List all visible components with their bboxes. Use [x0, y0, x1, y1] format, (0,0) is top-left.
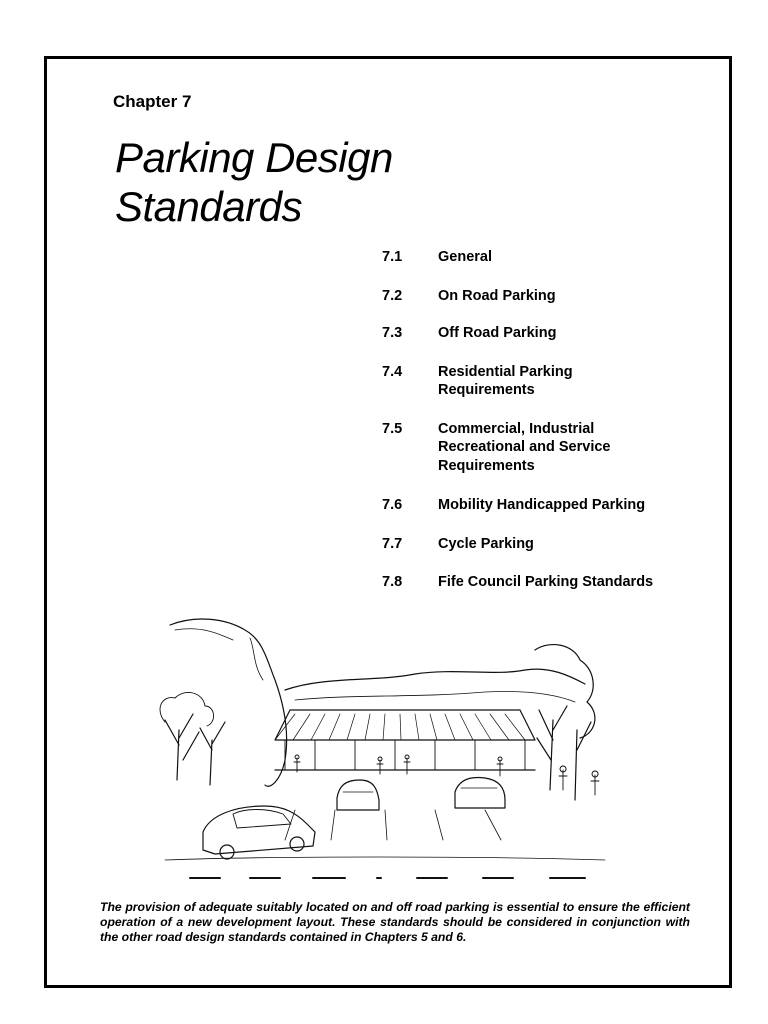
toc-title: Residential Parking Requirements: [438, 363, 573, 398]
toc-number: 7.7: [382, 535, 403, 552]
toc-number: 7.8: [382, 574, 403, 590]
caption-text: The provision of adequate suitably located on and off road parking is essential to ensure the efficient operation of a new development layout. These standards should be considered in conjunction with the other road design standards contained in Chapters 5 and 6.: [100, 900, 690, 944]
toc-title: Mobility Handicapped Parking: [438, 497, 646, 513]
toc-item: [382, 287, 702, 306]
toc-item: [382, 248, 702, 267]
toc-item: [382, 573, 702, 592]
toc-number: 7.5: [382, 420, 403, 437]
title-line-1: Parking Design: [115, 134, 393, 181]
toc-title: General: [438, 249, 492, 265]
toc-item: [382, 324, 702, 343]
toc-number: 7.3: [382, 325, 403, 341]
toc-title: Commercial, Industrial Recreational and Service Requirements: [438, 420, 611, 474]
page-title: [115, 133, 393, 231]
toc-item: [382, 535, 702, 554]
toc-number: 7.2: [382, 287, 403, 304]
toc-title: Fife Council Parking Standards: [438, 574, 654, 590]
parking-lot-sketch: [155, 610, 615, 900]
toc-title: Cycle Parking: [438, 535, 534, 552]
toc-item: [382, 496, 702, 515]
toc-number: 7.1: [382, 249, 403, 265]
toc-number: 7.6: [382, 497, 403, 513]
toc-number: 7.4: [382, 363, 403, 380]
toc-item: [382, 420, 702, 476]
chapter-label: Chapter 7: [113, 92, 192, 111]
toc-item: [382, 363, 702, 400]
title-line-2: Standards: [115, 183, 302, 230]
toc-title: Off Road Parking: [438, 325, 557, 341]
toc-title: On Road Parking: [438, 287, 556, 304]
table-of-contents: [382, 248, 702, 592]
